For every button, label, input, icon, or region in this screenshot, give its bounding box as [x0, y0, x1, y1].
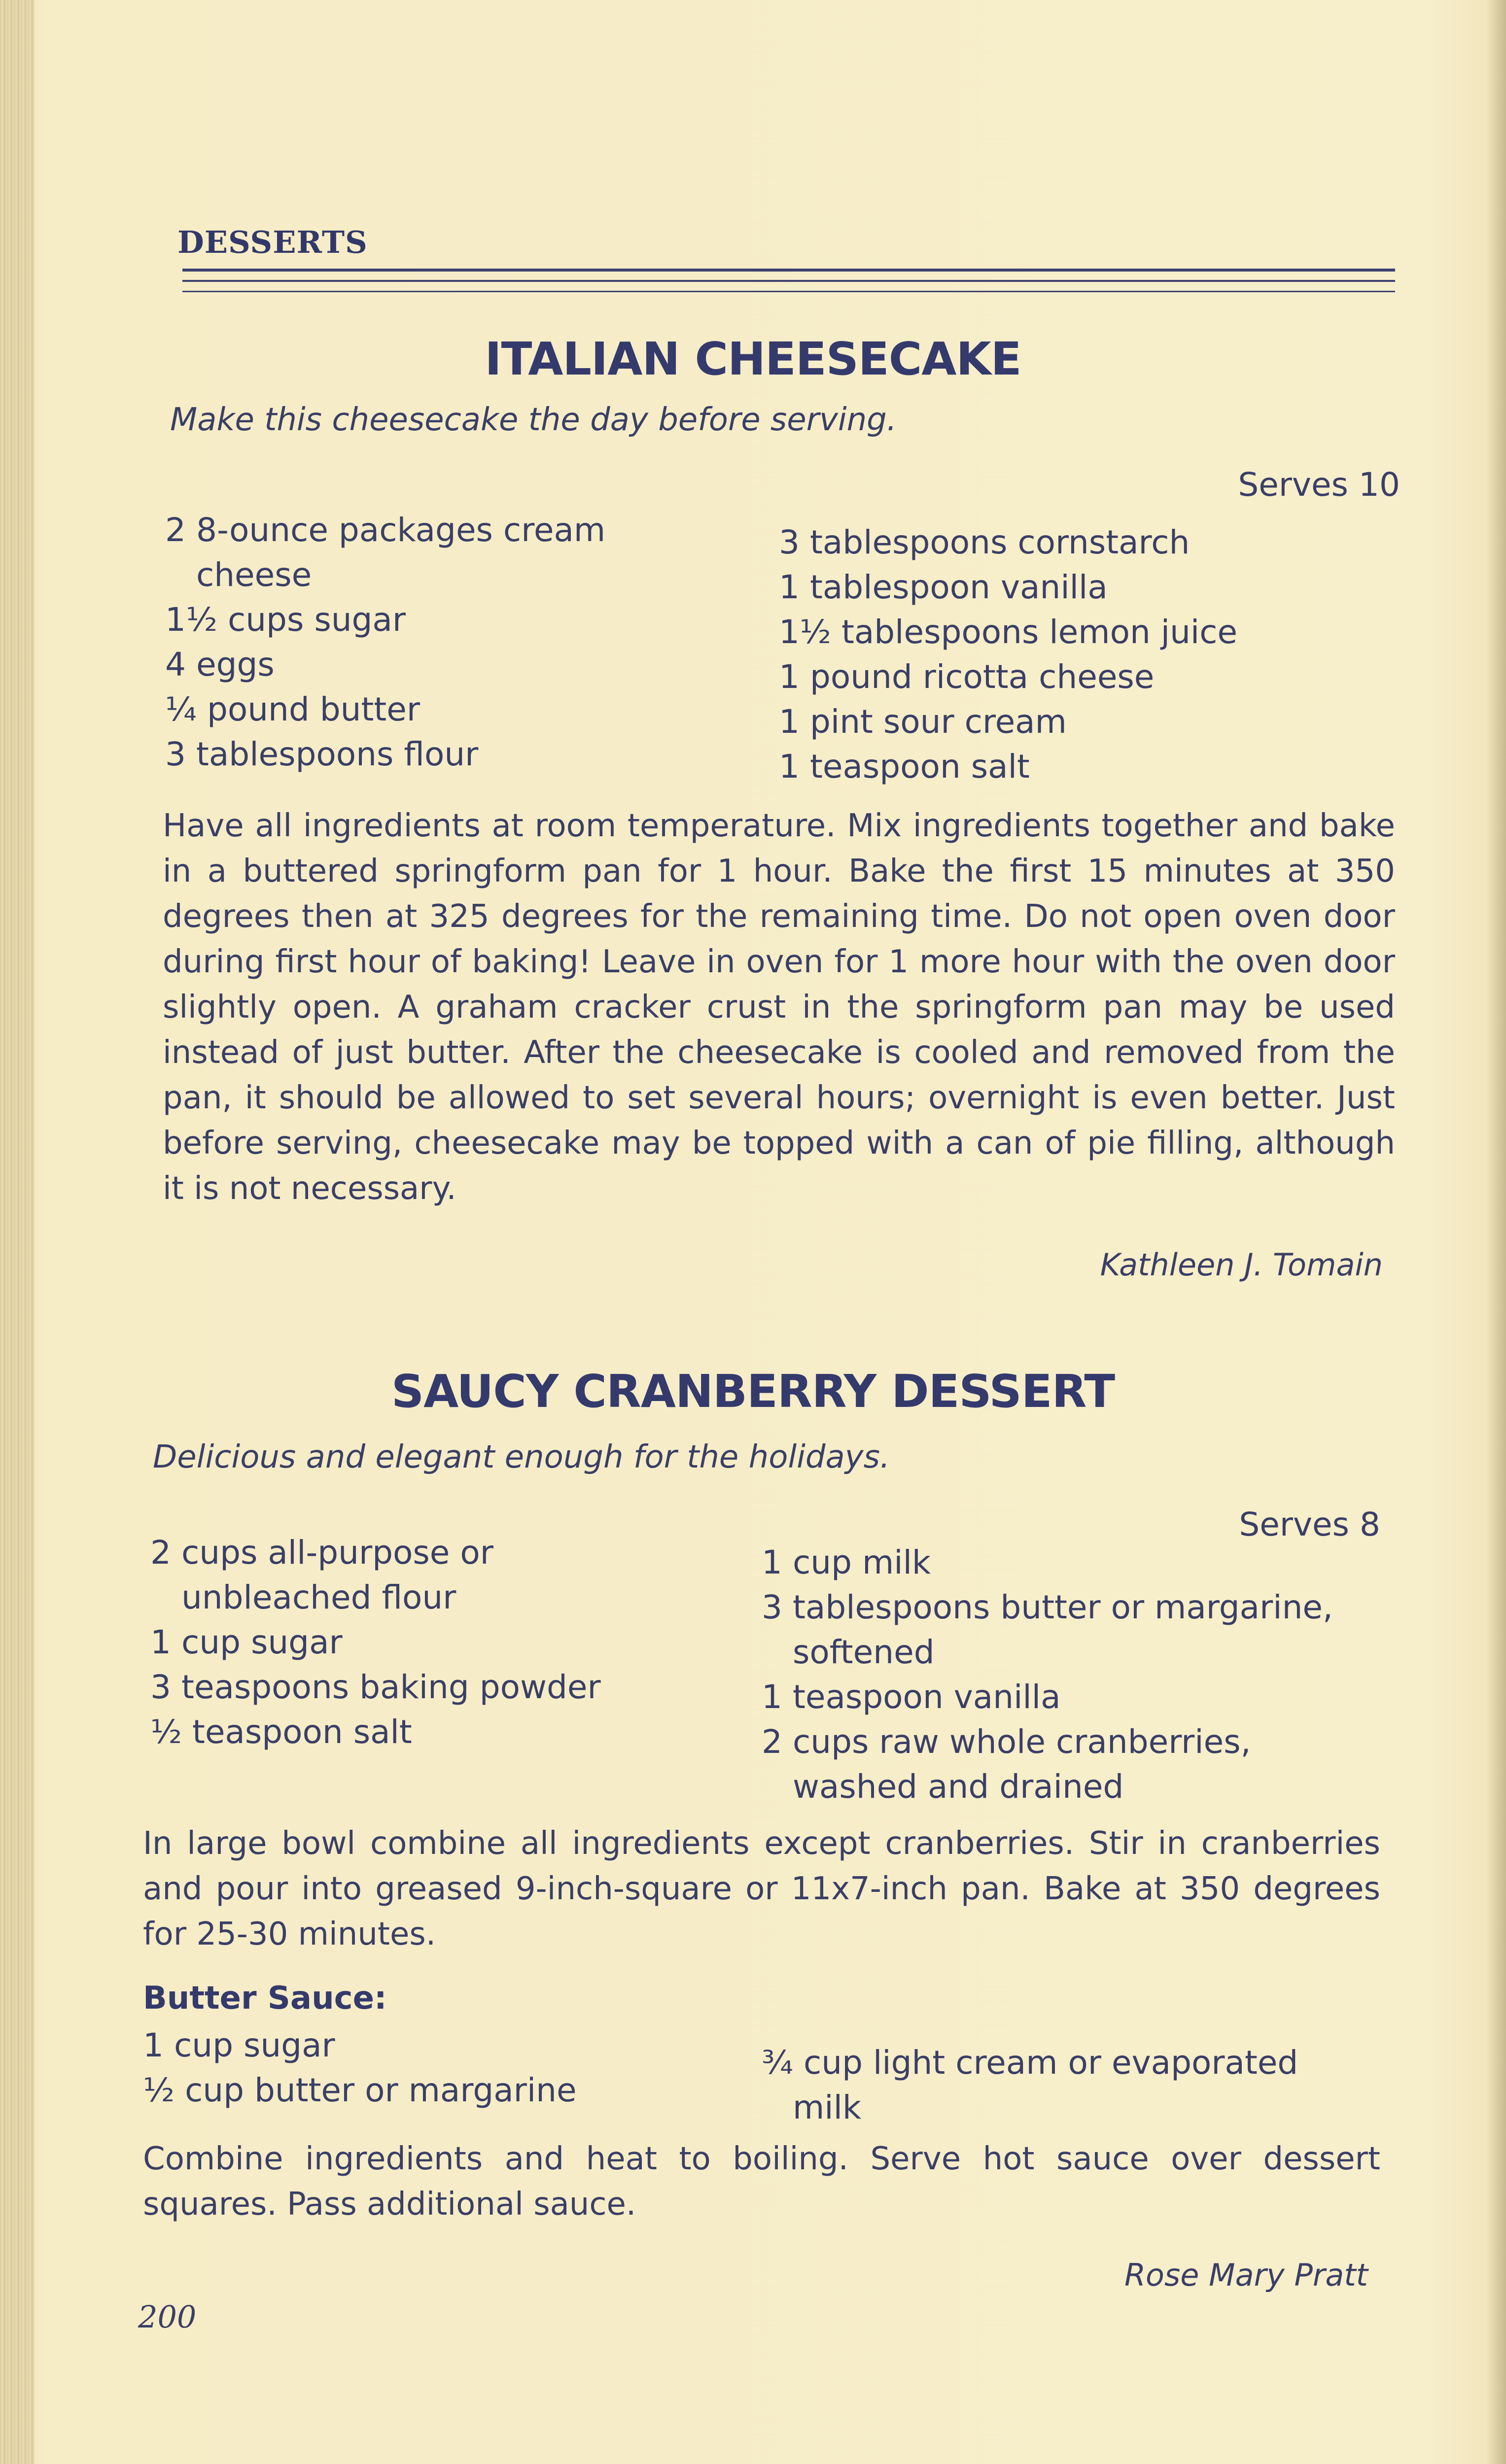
recipe-author: Rose Mary Pratt	[1124, 2257, 1368, 2293]
sauce-ingredient-list-left	[143, 2023, 735, 2113]
ingredient: 1 tablespoon vanilla	[779, 568, 1108, 606]
ingredient: 3 tablespoons butter or margarine,	[762, 1588, 1333, 1626]
ingredient: 1 cup milk	[762, 1543, 931, 1581]
recipe-title: SAUCY CRANBERRY DESSERT	[391, 1365, 1115, 1418]
ingredient: ½ cup butter or margarine	[143, 2071, 577, 2109]
ingredient-list-left	[165, 508, 757, 777]
recipe-author: Kathleen J. Tomain	[1100, 1247, 1383, 1283]
ingredient-list-right	[779, 520, 1395, 789]
ingredient: 2 cups raw whole cranberries,	[762, 1723, 1251, 1761]
ingredient: 1 teaspoon vanilla	[762, 1678, 1061, 1716]
ingredient: ¾ cup light cream or evaporated	[762, 2044, 1298, 2082]
ingredient: 1 cup sugar	[143, 2026, 335, 2064]
page-number: 200	[138, 2299, 197, 2335]
sauce-title: Butter Sauce:	[143, 1980, 387, 2017]
ingredient: 1 pound ricotta cheese	[779, 658, 1155, 696]
ingredient: 3 teaspoons baking powder	[150, 1668, 601, 1706]
ingredient: 4 eggs	[165, 646, 275, 684]
ingredient: 2 cups all-purpose or	[150, 1534, 493, 1572]
ingredient-list-left	[150, 1530, 742, 1754]
ingredient: 2 8-ounce packages cream	[165, 511, 606, 549]
header-rule	[182, 280, 1395, 282]
sauce-ingredient-list-right	[762, 2040, 1393, 2130]
ingredient: unbleached flour	[150, 1578, 456, 1616]
recipe-intro: Delicious and elegant enough for the holidays.	[153, 1439, 890, 1475]
sauce-directions: Combine ingredients and heat to boiling. Serve hot sauce over dessert squares. Pass additional sauce.	[143, 2141, 1380, 2223]
recipe-title: ITALIAN CHEESECAKE	[485, 333, 1021, 385]
recipe-directions: Have all ingredients at room temperature. Mix ingredients together and bake in a buttered springform pan for 1 hour. Bake the first 15 minutes at 350 degrees then at 325 degrees for the remaining time. Do not open oven door during first hour of baking! Leave in oven for 1 more hour with the oven door slightly open. A graham cracker crust in the springform pan may be used instead of just butter. After the cheesecake is cooled and removed from the pan, it should be allowed to set several hours; overnight is even better. Just before serving, cheesecake may be topped with a can of pie filling, although it is not necessary.	[163, 808, 1395, 1207]
ingredient: washed and drained	[762, 1768, 1124, 1806]
recipe-intro: Make this cheesecake the day before serving.	[170, 402, 897, 438]
header-rule	[182, 291, 1395, 292]
serves-text: Serves 8	[1239, 1506, 1380, 1543]
section-header: DESSERTS	[177, 224, 368, 260]
ingredient: 3 tablespoons cornstarch	[779, 523, 1190, 561]
ingredient: 1½ tablespoons lemon juice	[779, 613, 1238, 651]
ingredient: 1 pint sour cream	[779, 703, 1067, 741]
serves-text: Serves 10	[1238, 466, 1400, 504]
header-rule	[182, 269, 1395, 272]
ingredient: 1 cup sugar	[150, 1623, 343, 1661]
ingredient: 1½ cups sugar	[165, 601, 406, 639]
recipe-directions: In large bowl combine all ingredients except cranberries. Stir in cranberries and pour into greased 9-inch-square or 11x7-inch pan. Bake at 350 degrees for 25-30 minutes.	[143, 1825, 1380, 1952]
ingredient: 1 teaspoon salt	[779, 748, 1030, 786]
ingredient: 3 tablespoons flour	[165, 735, 479, 773]
ingredient: ¼ pound butter	[165, 690, 420, 728]
ingredient: cheese	[165, 556, 312, 594]
ingredient-list-right	[762, 1540, 1393, 1809]
ingredient: milk	[762, 2088, 862, 2126]
ingredient: ½ teaspoon salt	[150, 1713, 412, 1751]
ingredient: softened	[762, 1633, 935, 1671]
